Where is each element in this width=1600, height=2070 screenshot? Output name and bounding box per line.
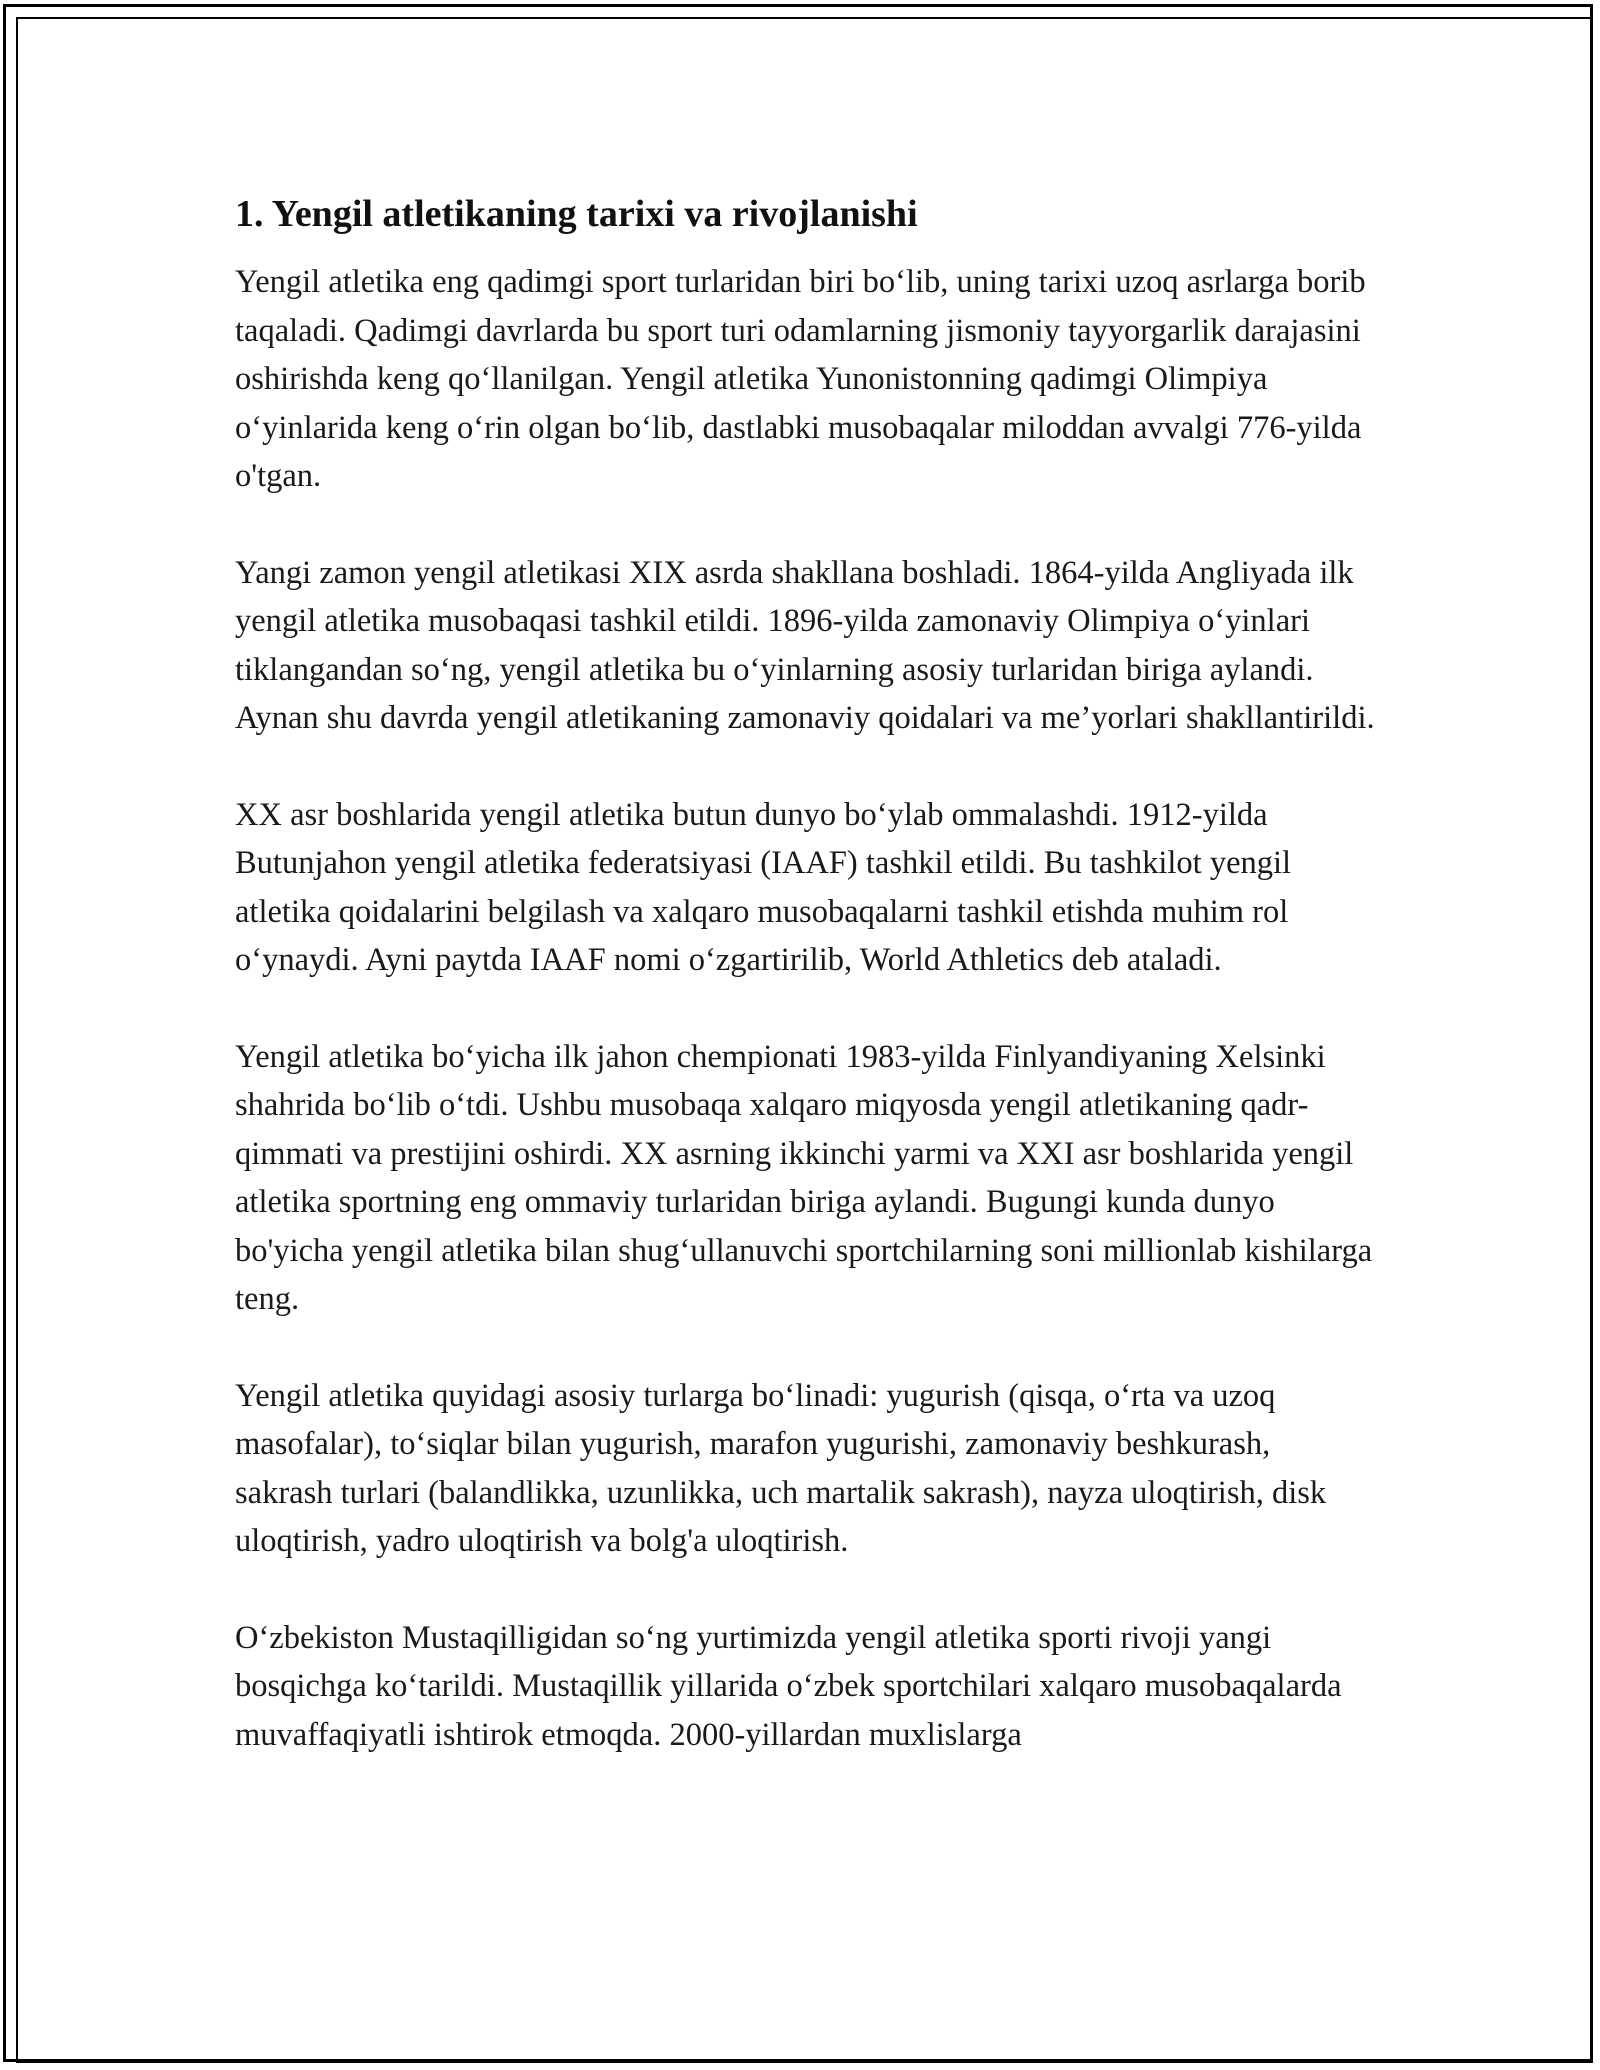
paragraph-iaaf: XX asr boshlarida yengil atletika butun dunyo bo‘ylab ommalashdi. 1912-yilda Butunjahon yengil atletika federatsiyasi (IAAF) tashkil etildi. Bu tashkilot yengil atletika qoidalarini belgilash va xalqaro musobaqalarni tashkil etishda muhim rol o‘ynaydi. Ayni paytda IAAF nomi o‘zgartirilib, World Athletics deb ataladi. bbox=[235, 796, 1292, 978]
section-heading: 1. Yengil atletikaning tarixi va rivojlanishi bbox=[235, 193, 918, 235]
paragraph-uzbekistan: O‘zbekiston Mustaqilligidan so‘ng yurtimizda yengil atletika sporti rivoji yangi bosqichga ko‘tarildi. Mustaqillik yillarida o‘zbek sportchilari xalqaro musobaqalarda muvaffaqiyatli ishtirok etmoqda. 2000-yillardan muxlislarga bbox=[235, 1619, 1342, 1753]
document-body bbox=[235, 182, 1375, 1807]
paragraph-modern-era: Yangi zamon yengil atletikasi XIX asrda shakllana boshladi. 1864-yilda Angliyada ilk yengil atletika musobaqasi tashkil etildi. 1896-yilda zamonaviy Olimpiya o‘yinlari tiklangandan so‘ng, yengil atletika bu o‘yinlarning asosiy turlaridan biriga aylandi. Aynan shu davrda yengil atletikaning zamonaviy qoidalari va me’yorlari shakllantirildi. bbox=[235, 554, 1375, 736]
paragraph-world-championship: Yengil atletika bo‘yicha ilk jahon chempionati 1983-yilda Finlyandiyaning Xelsinki shahrida bo‘lib o‘tdi. Ushbu musobaqa xalqaro miqyosda yengil atletikaning qadr-qimmati va prestijini oshirdi. XX asrning ikkinchi yarmi va XXI asr boshlarida yengil atletika sportning eng ommaviy turlaridan biriga aylandi. Bugungi kunda dunyo bo'yicha yengil atletika bilan shug‘ullanuvchi sportchilarning soni millionlab kishilarga teng. bbox=[235, 1038, 1373, 1317]
paragraph-history-ancient: Yengil atletika eng qadimgi sport turlaridan biri bo‘lib, uning tarixi uzoq asrlarga borib taqaladi. Qadimgi davrlarda bu sport turi odamlarning jismoniy tayyorgarlik darajasini oshirishda keng qo‘llanilgan. Yengil atletika Yunonistonning qadimgi Olimpiya o‘yinlarida keng o‘rin olgan bo‘lib, dastlabki musobaqalar miloddan avvalgi 776-yilda o'tgan. bbox=[235, 264, 1366, 494]
paragraph-disciplines: Yengil atletika quyidagi asosiy turlarga bo‘linadi: yugurish (qisqa, o‘rta va uzoq masofalar), to‘siqlar bilan yugurish, marafon yugurishi, zamonaviy beshkurash, sakrash turlari (balandlikka, uzunlikka, uch martalik sakrash), nayza uloqtirish, disk uloqtirish, yadro uloqtirish va bolg'a uloqtirish. bbox=[235, 1377, 1327, 1559]
